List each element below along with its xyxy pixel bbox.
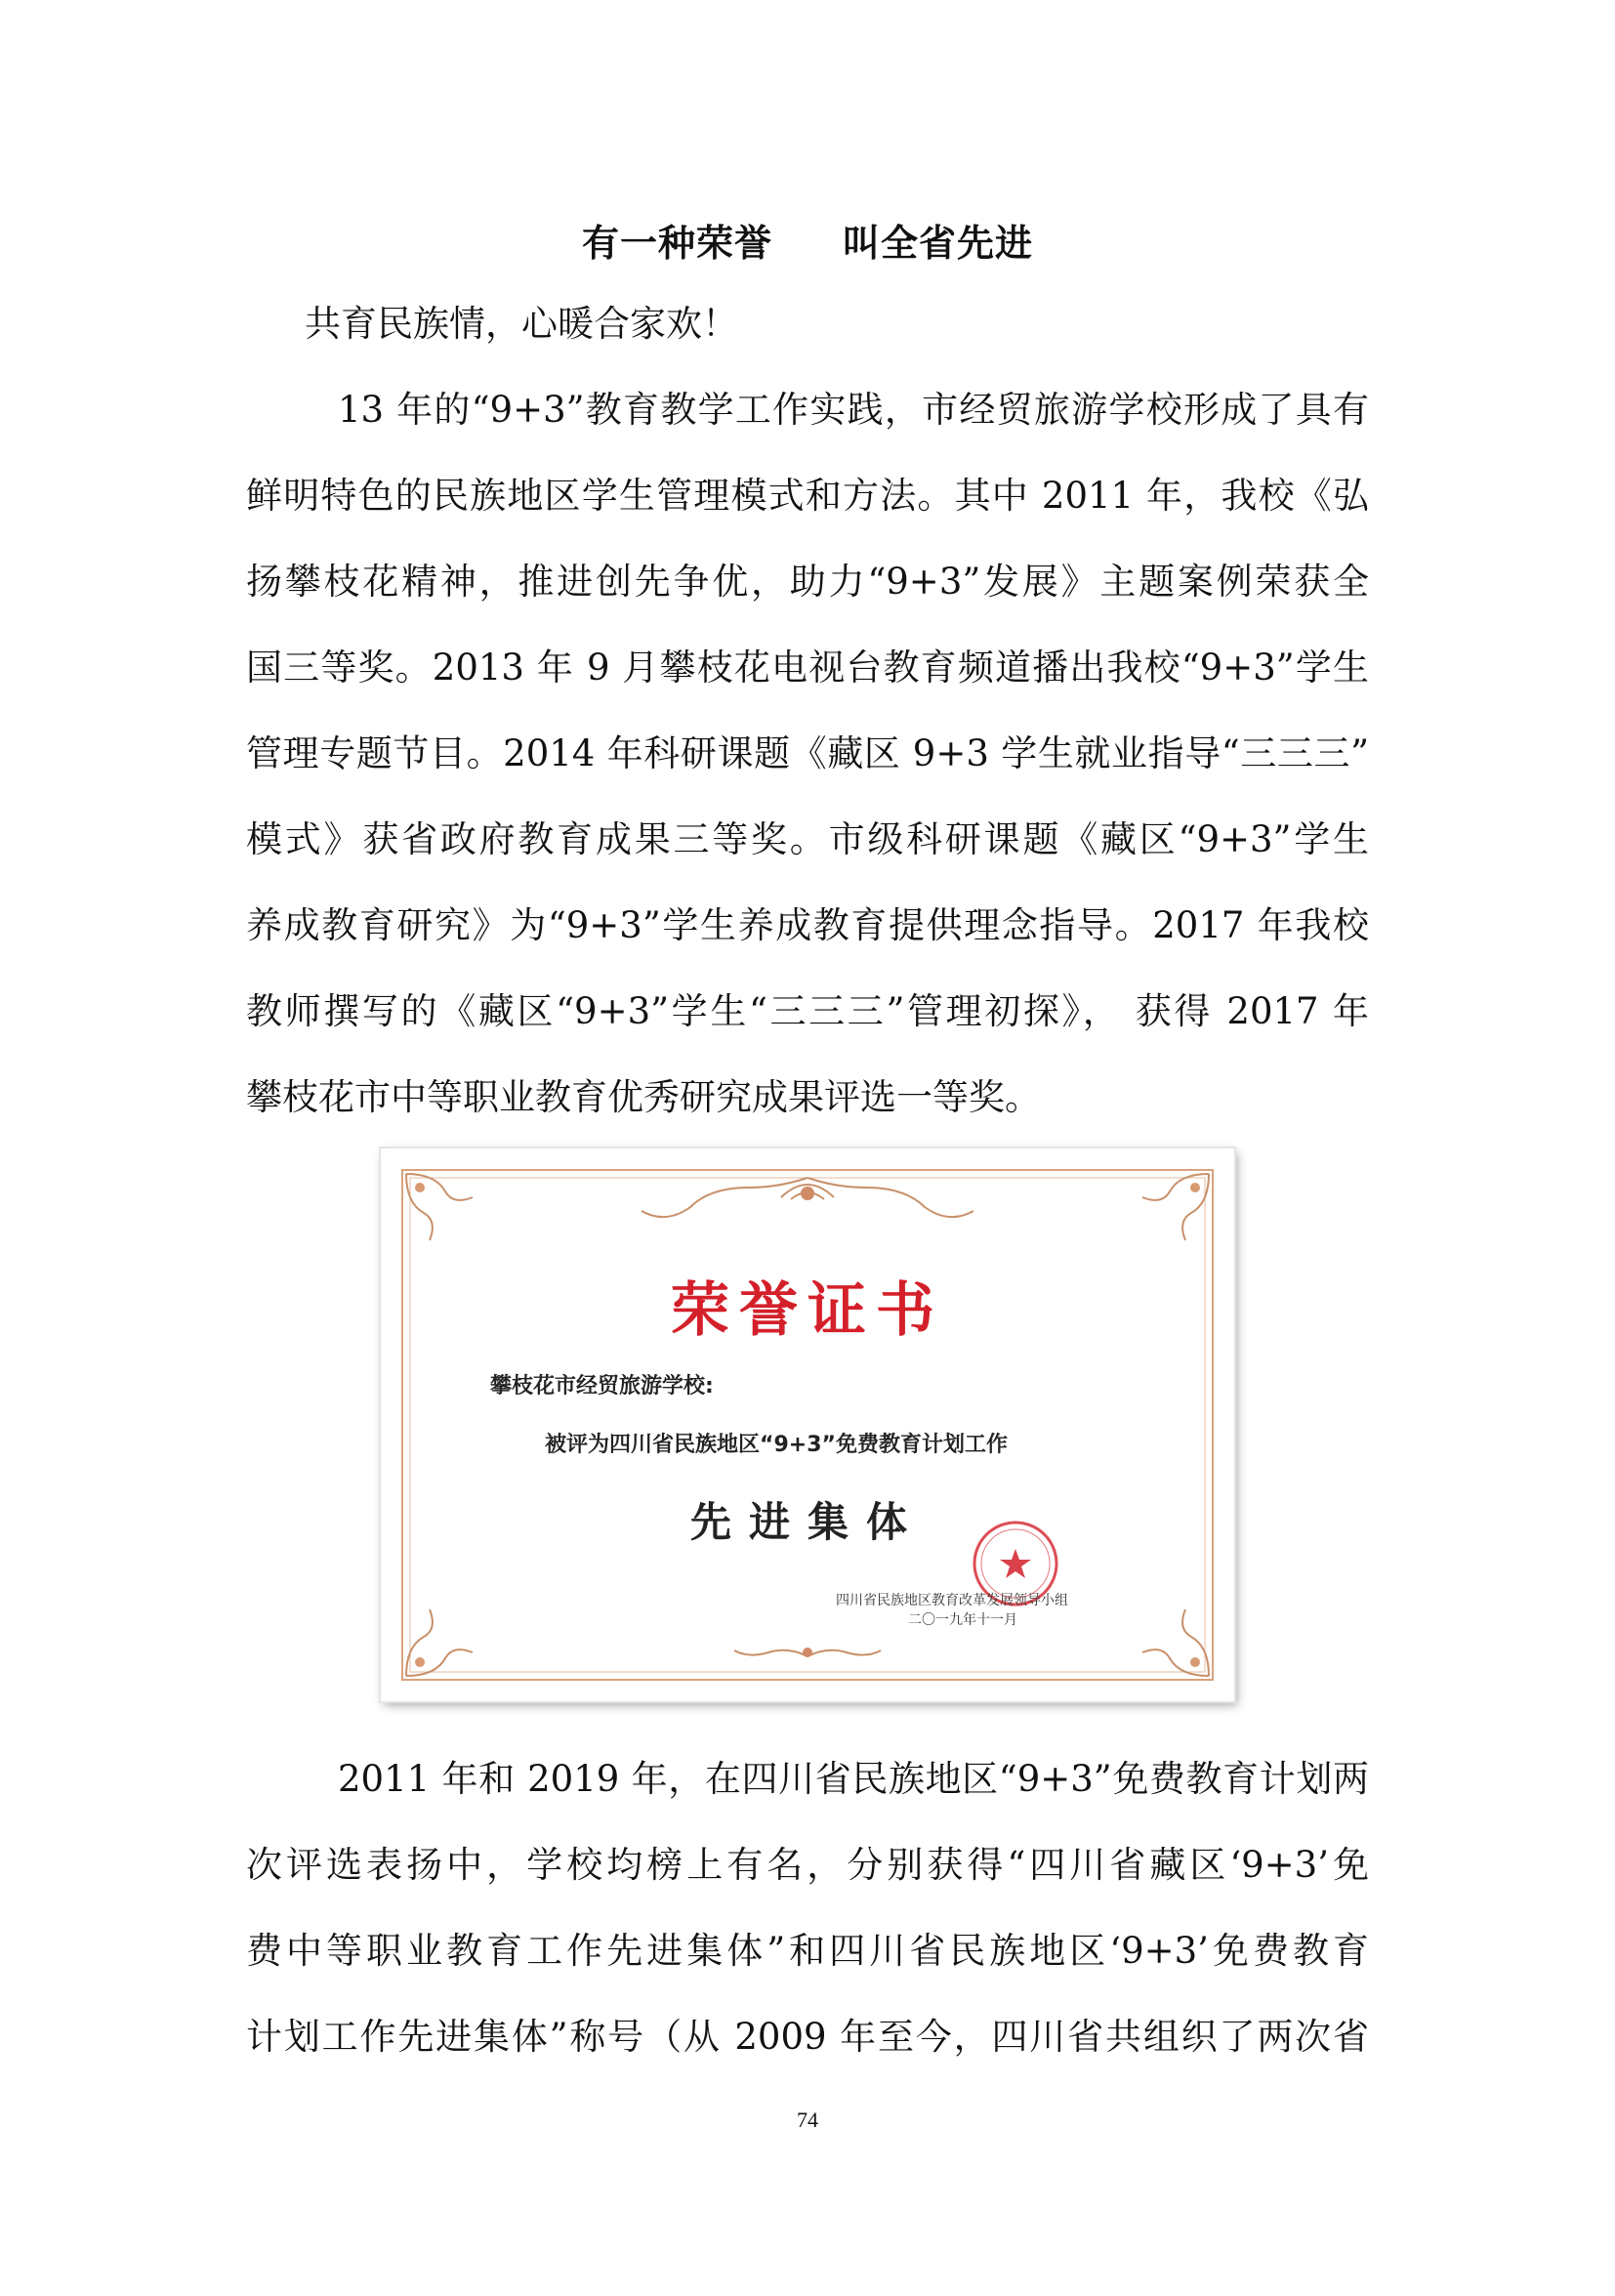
honor-certificate-image — [381, 1148, 1234, 1701]
certificate-citation: 被评为四川省民族地区“9+3”免费教育计划工作 — [545, 1433, 1008, 1457]
paragraph-1-line: 鲜明特色的民族地区学生管理模式和方法。其中 2011 年，我校《弘 — [246, 475, 1369, 517]
title-part-2: 叫全省先进 — [843, 222, 1034, 265]
page-number: 74 — [797, 2108, 818, 2132]
certificate-border-ornament — [381, 1148, 1234, 1701]
paragraph-2-line: 次评选表扬中，学校均榜上有名，分别获得“四川省藏区‘9+3’免 — [246, 1844, 1369, 1886]
paragraph-1-line: 13 年的“9+3”教育教学工作实践，市经贸旅游学校形成了具有 — [338, 389, 1369, 431]
paragraph-1-line: 管理专题节目。2014 年科研课题《藏区 9+3 学生就业指导“三三三” — [246, 732, 1369, 774]
paragraph-1-line: 教师撰写的《藏区“9+3”学生“三三三”管理初探》， 获得 2017 年 — [246, 990, 1369, 1032]
paragraph-1-line: 扬攀枝花精神，推进创先争优，助力“9+3”发展》主题案例荣获全 — [246, 561, 1369, 603]
subtitle: 共育民族情，心暖合家欢！ — [305, 303, 738, 345]
paragraph-1-line: 养成教育研究》为“9+3”学生养成教育提供理念指导。2017 年我校 — [246, 904, 1369, 946]
certificate-heading: 荣誉证书 — [671, 1276, 944, 1345]
certificate-date: 二〇一九年十一月 — [908, 1612, 1017, 1628]
paragraph-1-line: 国三等奖。2013 年 9 月攀枝花电视台教育频道播出我校“9+3”学生 — [246, 647, 1369, 689]
paragraph-2-line: 计划工作先进集体”称号（从 2009 年至今，四川省共组织了两次省 — [246, 2016, 1369, 2058]
paragraph-1-line: 攀枝花市中等职业教育优秀研究成果评选一等奖。 — [246, 1076, 1041, 1118]
title-part-1: 有一种荣誉 — [581, 222, 772, 265]
paragraph-2-line: 费中等职业教育工作先进集体”和四川省民族地区‘9+3’免费教育 — [246, 1930, 1369, 1972]
certificate-recipient: 攀枝花市经贸旅游学校: — [490, 1374, 714, 1398]
paragraph-1-line: 模式》获省政府教育成果三等奖。市级科研课题《藏区“9+3”学生 — [246, 818, 1369, 860]
paragraph-2-line: 2011 年和 2019 年，在四川省民族地区“9+3”免费教育计划两 — [338, 1758, 1369, 1800]
certificate-award: 先进集体 — [689, 1498, 925, 1546]
page-title — [0, 213, 1615, 267]
certificate-issuer: 四川省民族地区教育改革发展领导小组 — [836, 1593, 1068, 1608]
